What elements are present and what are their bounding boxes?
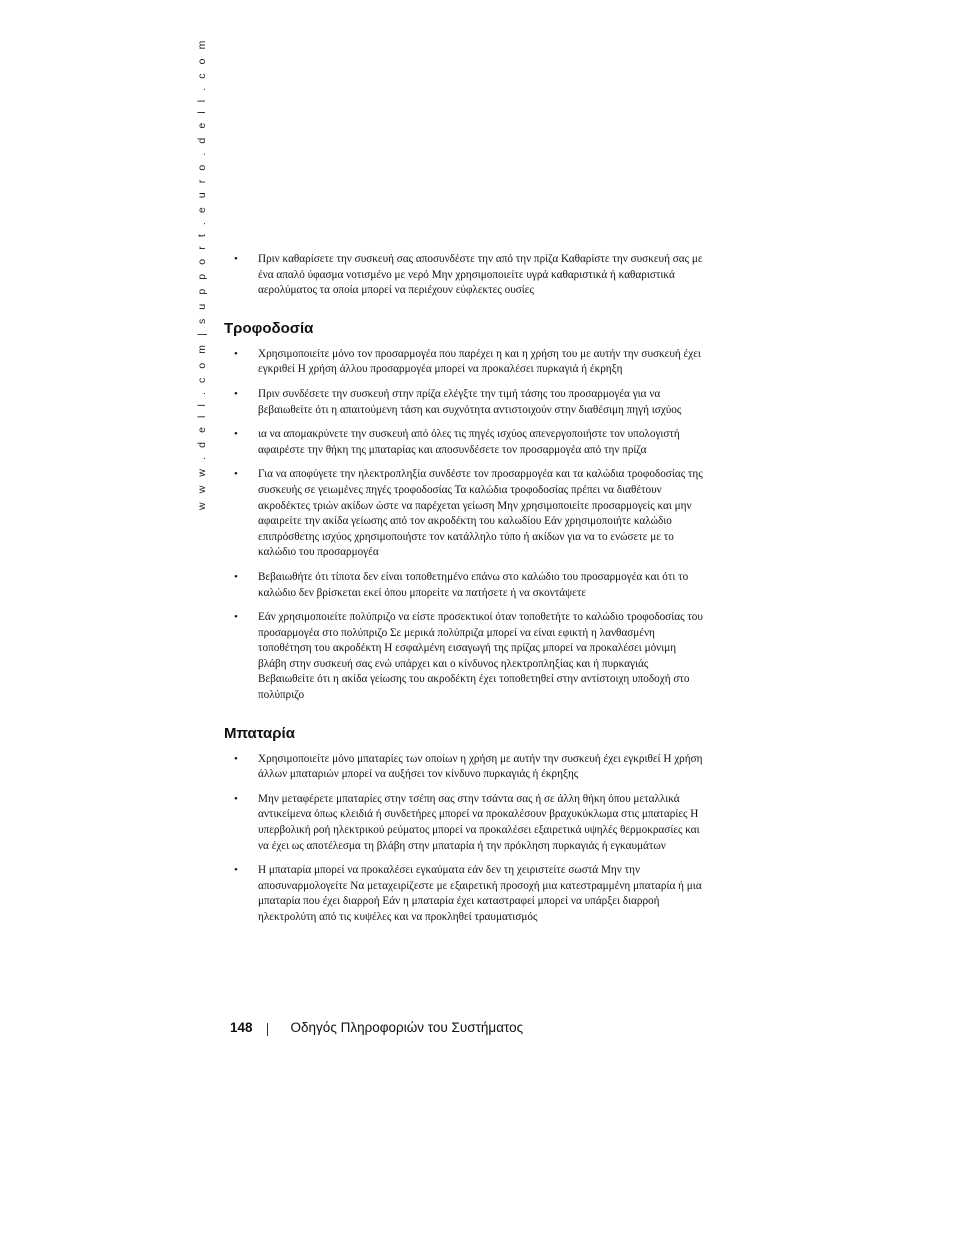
section-heading-battery: Μπαταρία <box>224 724 295 742</box>
bullet-icon: • <box>234 468 238 481</box>
side-url: w w w . d e l l . c o m | s u p p o r t . e u r o . d e l l . c o m <box>196 37 208 510</box>
list-item: • Πριν συνδέσετε την συσκευή στην πρίζα ελέγξτε την τιμή τάσης του προσαρμογέα για να βεβαιωθείτε ότι η απαιτούμενη τάση και συχνότητα αντιστοιχούν στην διαθέσιμη πηγή ισχύος <box>234 387 682 416</box>
footer-divider <box>267 1023 268 1036</box>
bullet-icon: • <box>234 428 238 441</box>
intro-list <box>226 252 704 299</box>
list-item: • Πριν καθαρίσετε την συσκευή σας αποσυνδέστε την από την πρίζα Καθαρίστε την συσκευή σας με ένα απαλό ύφασμα νοτισμένο με νερό Μην χρησιμοποιείτε υγρά καθαριστικά ή καθαριστικά αερολύματος τα οποία μπορεί να περιέχουν εύφλεκτες ουσίες <box>234 253 703 297</box>
list-item: • Χρησιμοποιείτε μόνο μπαταρίες των οποίων η χρήση με αυτήν την συσκευή έχει εγκριθεί Η χρήση άλλων μπαταριών μπορεί να αυξήσει τον κίνδυνο πυρκαγιάς ή έκρηξης <box>234 752 703 781</box>
page-content <box>226 252 704 935</box>
list-item: • Μην μεταφέρετε μπαταρίες στην τσέπη σας στην τσάντα σας ή σε άλλη θήκη όπου μεταλλικά αντικείμενα όπως κλειδιά ή συνδετήρες μπορεί να προκαλέσουν βραχυκύκλωμα στις μπαταρίες Η υπερβολική ροή ηλεκτρικού ρεύματος μπορεί να προκαλέσει εξαιρετικά υψηλές θερμοκρασίες και να έχει ως αποτέλεσμα τη βλάβη στην μπαταρία ή την πρόκληση πυρκαγιάς ή εγκαυμάτων <box>234 792 700 852</box>
bullet-icon: • <box>234 752 238 765</box>
bullet-icon: • <box>234 864 238 877</box>
bullet-icon: • <box>234 347 238 360</box>
document-title: Οδηγός Πληροφοριών του Συστήματος <box>290 1020 524 1035</box>
section-heading-power: Τροφοδοσία <box>224 319 314 337</box>
list-item: • Βεβαιωθήτε ότι τίποτα δεν είναι τοποθετημένο επάνω στο καλώδιο του προσαρμογέα και ότι το καλώδιο δεν βρίσκεται εκεί όπου μπορείτε να πατήσετε ή να σκοντάψετε <box>234 570 689 599</box>
bullet-icon: • <box>234 253 238 265</box>
page-number: 148 <box>230 1020 253 1035</box>
list-item: • Εάν χρησιμοποιείτε πολύπριζο να είστε προσεκτικοί όταν τοποθετήτε το καλώδιο τροφοδοσίας του προσαρμογέα στο πολύπριζο Σε μερικά πολύπριζα μπορεί να είναι εφικτή η λανθασμένη τοποθέτηση του ακροδέκτη Η εσφαλμένη εισαγωγή της πρίζας μπορεί να προκαλέσει μόνιμη βλάβη στην συσκευή σας ενώ υπάρχει και ο κίνδυνος ηλεκτροπληξίας και ή πυρκαγιάς Βεβαιωθείτε ότι η ακίδα γείωσης του ακροδέκτη έχει τοποθετηθεί στην αντίστοιχη υποδοχή στο πολύπριζο <box>234 611 703 702</box>
battery-list <box>226 752 704 926</box>
list-item: • ια να απομακρύνετε την συσκευή από όλες τις πηγές ισχύος απενεργοποιήστε τον υπολογιστή αφαιρέστε την θήκη της μπαταρίας και αποσυνδέσετε τον προσαρμογέα από την πρίζα <box>234 428 680 456</box>
list-item: • Για να αποφύγετε την ηλεκτροπληξία συνδέστε τον προσαρμογέα και τα καλώδια τροφοδοσίας της συσκευής σε γειωμένες πηγές τροφοδοσίας Τα καλώδια τροφοδοσίας πρέπει να διαθέτουν ακροδέκτες τριών ακίδων ώστε να παρέχεται γείωση Μην χρησιμοποιείτε προσαρμογείς και μην αφαιρείτε την ακίδα γείωσης από τον ακροδέκτη του καλωδίου Εάν χρησιμοποιήτε καλώδιο επιπρόσθετης ισχύος χρησιμοποιήστε τον κατάλληλο τύπο ή ακίδων για να το ενώσετε με το καλώδιο του προσαρμογέα <box>234 468 703 559</box>
power-list <box>226 347 704 704</box>
bullet-icon: • <box>234 387 238 400</box>
list-item: • Χρησιμοποιείτε μόνο τον προσαρμογέα που παρέχει η και η χρήση του με αυτήν την συσκευή έχει εγκριθεί Η χρήση άλλου προσαρμογέα μπορεί να προκαλέσει πυρκαγιά ή έκρηξη <box>234 347 701 376</box>
list-item: • Η μπαταρία μπορεί να προκαλέσει εγκαύματα εάν δεν τη χειριστείτε σωστά Μην την αποσυναρμολογείτε Να μεταχειρίζεστε με εξαιρετική προσοχή μια κατεστραμμένη μπαταρία ή μια μπαταρία που έχει διαρροή Εάν η μπαταρία έχει καταστραφεί μπορεί να υπάρξει διαρροή ηλεκτρολύτη από τις κυψέλες και να προκληθεί τραυματισμός <box>234 864 702 923</box>
bullet-icon: • <box>234 570 238 583</box>
bullet-icon: • <box>234 792 238 805</box>
bullet-icon: • <box>234 611 238 624</box>
page-footer <box>230 1020 523 1036</box>
